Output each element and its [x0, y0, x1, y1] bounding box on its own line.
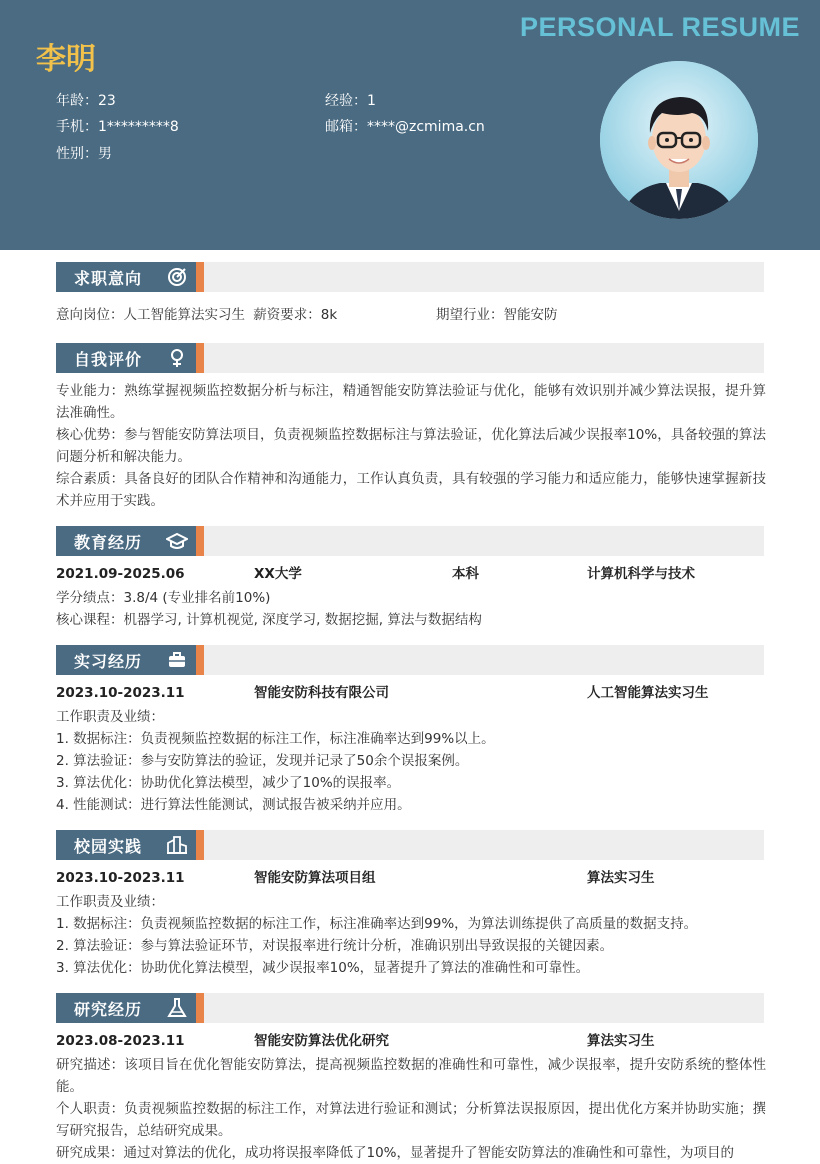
badge-icon [166, 347, 188, 369]
campus-role: 算法实习生 [587, 870, 655, 886]
section-header-research [56, 993, 764, 1023]
section-header-campus [56, 830, 764, 860]
research-role: 算法实习生 [587, 1033, 655, 1049]
list-item: 2. 算法验证：参与安防算法的验证，发现并记录了50余个误报案例。 [56, 753, 469, 769]
education-degree: 本科 [452, 566, 479, 582]
avatar [600, 61, 758, 219]
section-title-campus: 校园实践 [74, 837, 143, 856]
candidate-name: 李明 [36, 42, 96, 77]
internship-date: 2023.10-2023.11 [56, 685, 185, 701]
target-icon [166, 266, 188, 288]
building-icon [166, 834, 188, 856]
section-header-intent [56, 262, 764, 292]
section-header-education [56, 526, 764, 556]
internship-role: 人工智能算法实习生 [587, 685, 709, 701]
list-item: 4. 性能测试：进行算法性能测试，测试报告被采纳并应用。 [56, 797, 411, 813]
campus-org: 智能安防算法项目组 [254, 870, 376, 886]
internship-company: 智能安防科技有限公司 [254, 685, 389, 701]
list-item: 1. 数据标注：负责视频监控数据的标注工作，标注准确率达到99%以上。 [56, 731, 495, 747]
list-item: 3. 算法优化：协助优化算法模型，减少误报率10%，显著提升了算法的准确性和可靠性。 [56, 960, 590, 976]
age-info: 年龄：23 [56, 93, 116, 109]
education-gpa: 学分绩点：3.8/4 (专业排名前10%) [56, 590, 271, 606]
email-info: 邮箱：****@zcmima.cn [325, 119, 485, 135]
graduation-cap-icon [166, 530, 188, 552]
intent-industry: 期望行业：智能安防 [436, 307, 558, 323]
section-header-self [56, 343, 764, 373]
briefcase-icon [166, 649, 188, 671]
list-item: 2. 算法验证：参与算法验证环节，对误报率进行统计分析，准确识别出导致误报的关键因素。 [56, 938, 614, 954]
education-courses: 核心课程：机器学习, 计算机视觉, 深度学习, 数据挖掘, 算法与数据结构 [56, 612, 482, 628]
section-title-research: 研究经历 [74, 1000, 143, 1019]
list-item: 3. 算法优化：协助优化算法模型，减少了10%的误报率。 [56, 775, 401, 791]
internship-row [56, 682, 766, 704]
research-duty: 个人职责：负责视频监控数据的标注工作，对算法进行验证和测试；分析算法误报原因，提出优化方案并协助实施；撰写研究报告，总结研究成果。 [56, 1101, 766, 1139]
research-result: 研究成果：通过对算法的优化，成功将误报率降低了10%，显著提升了智能安防算法的准确性和可靠性，为项目的 [56, 1145, 735, 1161]
section-title-self: 自我评价 [74, 350, 143, 369]
section-title-internship: 实习经历 [74, 652, 143, 671]
intent-salary: 薪资要求：8k [253, 307, 338, 323]
list-item: 1. 数据标注：负责视频监控数据的标注工作，标注准确率达到99%，为算法训练提供了高质量的数据支持。 [56, 916, 698, 932]
section-title-intent: 求职意向 [74, 269, 143, 288]
resume-tag: PERSONAL RESUME [519, 12, 800, 42]
campus-intro: 工作职责及业绩： [56, 894, 164, 910]
experience-info: 经验：1 [325, 93, 376, 109]
self-eval-quality: 综合素质：具备良好的团队合作精神和沟通能力，工作认真负责，具有较强的学习能力和适应能力，能够快速掌握新技术并应用于实践。 [56, 471, 766, 509]
education-date: 2021.09-2025.06 [56, 566, 185, 582]
research-row [56, 1030, 766, 1052]
education-row [56, 563, 766, 585]
phone-info: 手机：1*********8 [56, 119, 179, 135]
self-eval-professional: 专业能力：熟练掌握视频监控数据分析与标注，精通智能安防算法验证与优化，能够有效识别并减少算法误报，提升算法准确性。 [56, 383, 766, 421]
education-major: 计算机科学与技术 [587, 566, 695, 582]
header-banner [0, 0, 820, 250]
gender-info: 性别：男 [56, 146, 112, 162]
flask-icon [166, 997, 188, 1019]
section-title-education: 教育经历 [74, 533, 143, 552]
internship-intro: 工作职责及业绩： [56, 709, 164, 725]
intent-position: 意向岗位：人工智能算法实习生 [56, 307, 245, 323]
campus-date: 2023.10-2023.11 [56, 870, 185, 886]
research-description: 研究描述：该项目旨在优化智能安防算法，提高视频监控数据的准确性和可靠性，减少误报率，提升安防系统的整体性能。 [56, 1057, 766, 1095]
research-date: 2023.08-2023.11 [56, 1033, 185, 1049]
education-school: XX大学 [254, 566, 302, 582]
research-project: 智能安防算法优化研究 [254, 1033, 389, 1049]
section-header-internship [56, 645, 764, 675]
campus-row [56, 867, 766, 889]
self-eval-strength: 核心优势：参与智能安防算法项目，负责视频监控数据标注与算法验证，优化算法后减少误报率10%，具备较强的算法问题分析和解决能力。 [56, 427, 766, 465]
intent-line [56, 304, 766, 326]
